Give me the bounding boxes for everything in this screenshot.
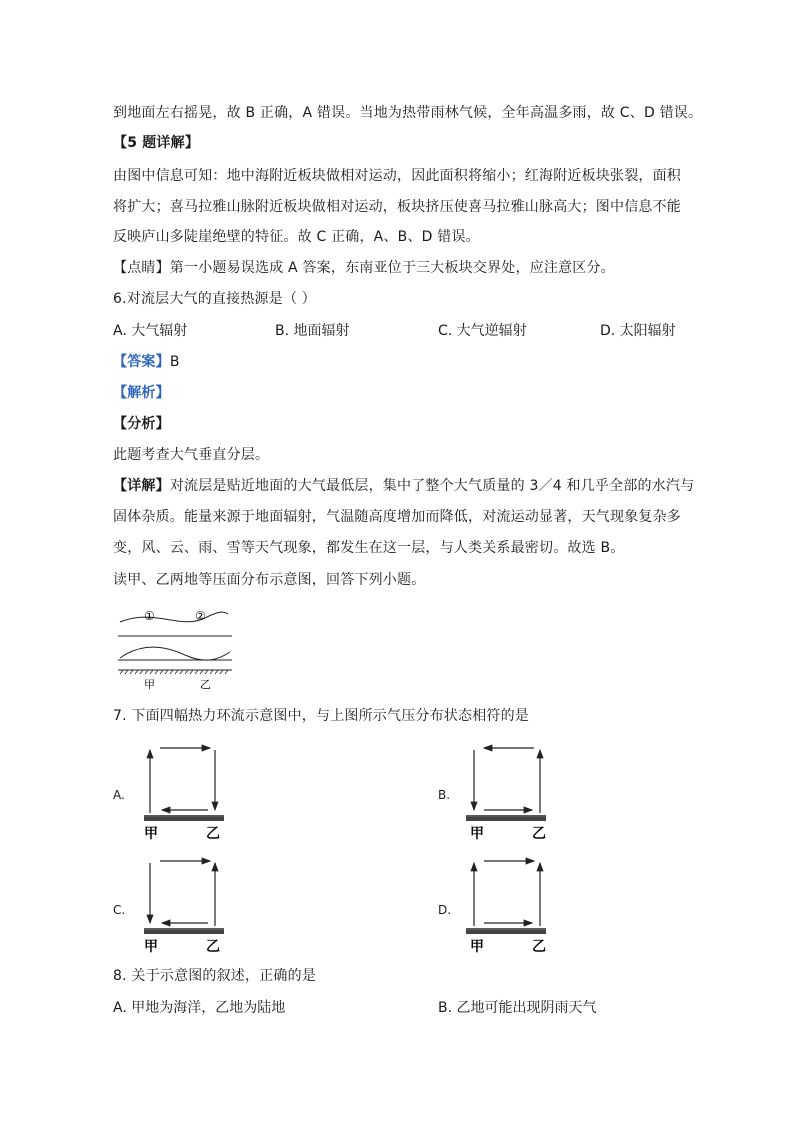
ground-hatch bbox=[144, 930, 224, 934]
q6-option-a: A. 大气辐射 bbox=[113, 323, 188, 339]
detail-line-1 bbox=[113, 476, 694, 496]
line-1: 到地面左右摇晃，故 B 正确，A 错误。当地为热带雨林气候，全年高温多雨，故 C、D 错误。 bbox=[113, 105, 703, 121]
analysis-label: 【解析】 bbox=[113, 385, 170, 401]
q7-option-b-letter: B. bbox=[438, 788, 451, 802]
q7-option-c-letter: C. bbox=[113, 903, 126, 917]
q7-option-a-letter: A. bbox=[113, 788, 125, 802]
label-yi: 乙 bbox=[200, 678, 211, 691]
detail-line-3: 变，风、云、雨、雪等天气现象，都发生在这一层，与人类关系最密切。故选 B。 bbox=[113, 540, 625, 556]
ground-hatching bbox=[120, 670, 228, 674]
ground-hatch bbox=[144, 817, 224, 821]
line-5: 反映庐山多陡崖绝壁的特征。故 C 正确，A、B、D 错误。 bbox=[113, 229, 480, 245]
dianjing-line: 【点睛】第一小题易误选成 A 答案，东南亚位于三大板块交界处，应注意区分。 bbox=[113, 260, 615, 276]
ground-hatch bbox=[466, 930, 546, 934]
upper-isobar-curve bbox=[120, 612, 228, 622]
isobar-diagram bbox=[110, 600, 240, 690]
q7-option-b-diagram bbox=[462, 738, 562, 843]
label-circle-1: ① bbox=[144, 609, 155, 623]
q7-option-c-diagram bbox=[140, 851, 240, 956]
q6-option-b: B. 地面辐射 bbox=[275, 323, 350, 339]
fenxi-text: 此题考查大气垂直分层。 bbox=[113, 447, 270, 463]
read-prompt: 读甲、乙两地等压面分布示意图，回答下列小题。 bbox=[113, 572, 426, 588]
q7-option-a-diagram bbox=[140, 738, 240, 843]
label-jia: 甲 bbox=[470, 826, 484, 842]
label-yi: 乙 bbox=[532, 826, 546, 842]
label-jia: 甲 bbox=[144, 939, 158, 955]
answer-value: B bbox=[169, 354, 180, 370]
label-yi: 乙 bbox=[532, 939, 546, 955]
answer-line bbox=[113, 352, 180, 372]
detail-line-2: 固体杂质。能量来源于地面辐射，气温随高度增加而降低，对流运动显著，天气现象复杂多 bbox=[113, 509, 681, 525]
label-jia: 甲 bbox=[144, 826, 158, 842]
line-4: 将扩大；喜马拉雅山脉附近板块做相对运动，板块挤压使喜马拉雅山脉高大；图中信息不能 bbox=[113, 199, 681, 215]
q6-question: 6.对流层大气的直接热源是（ ） bbox=[113, 291, 317, 307]
fenxi-label: 【分析】 bbox=[113, 416, 170, 432]
q8-option-a: A. 甲地为海洋，乙地为陆地 bbox=[113, 1000, 286, 1016]
label-jia: 甲 bbox=[470, 939, 484, 955]
label-yi: 乙 bbox=[206, 826, 220, 842]
detail-label: 【详解】 bbox=[113, 478, 170, 494]
label-circle-2: ② bbox=[195, 609, 206, 623]
q6-option-c: C. 大气逆辐射 bbox=[438, 323, 527, 339]
q7-question: 7. 下面四幅热力环流示意图中，与上图所示气压分布状态相符的是 bbox=[113, 708, 530, 724]
label-jia: 甲 bbox=[144, 678, 155, 691]
q7-option-d-letter: D. bbox=[438, 903, 452, 917]
ground-hatch bbox=[466, 817, 546, 821]
detail-text-1: 对流层是贴近地面的大气最低层，集中了整个大气质量的 3／4 和几乎全部的水汽与 bbox=[169, 478, 695, 494]
label-yi: 乙 bbox=[206, 939, 220, 955]
q5-detail-heading: 【5 题详解】 bbox=[113, 135, 200, 151]
line-3: 由图中信息可知：地中海附近板块做相对运动，因此面积将缩小；红海附近板块张裂，面积 bbox=[113, 168, 681, 184]
q8-option-b: B. 乙地可能出现阴雨天气 bbox=[438, 1000, 597, 1016]
q6-option-d: D. 太阳辐射 bbox=[600, 323, 676, 339]
q8-question: 8. 关于示意图的叙述，正确的是 bbox=[113, 968, 317, 984]
q7-option-d-diagram bbox=[462, 851, 562, 956]
answer-label: 【答案】 bbox=[113, 354, 170, 370]
lower-isobar-curve bbox=[120, 647, 230, 660]
